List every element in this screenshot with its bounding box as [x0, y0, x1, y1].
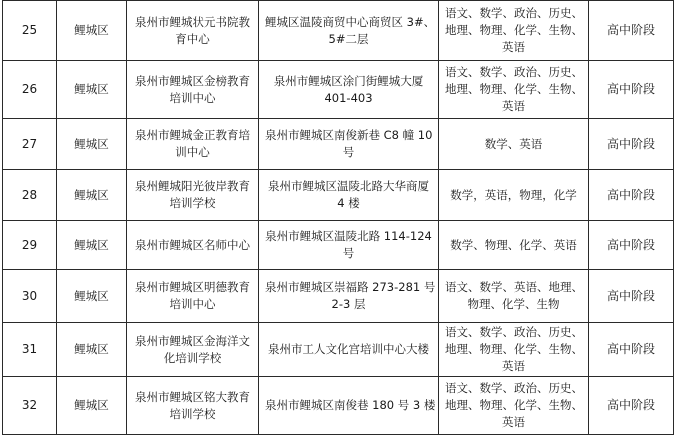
address-cell — [259, 119, 439, 170]
subjects-cell-line: 英语 — [502, 99, 525, 113]
table-row — [3, 270, 674, 323]
institution-name-cell — [127, 61, 259, 119]
institution-name-cell-line: 泉州市鲤城区铭大教育 — [135, 389, 250, 404]
subjects-cell-line: 语文、数学、政治、历史、 — [445, 381, 583, 395]
grade-level-cell: 高中阶段 — [589, 119, 674, 170]
address-cell-line: 泉州市工人文化宫培训中心大楼 — [268, 342, 429, 356]
institution-name-cell-line: 育中心 — [175, 31, 210, 46]
subjects-cell — [439, 61, 589, 119]
address-cell — [259, 270, 439, 323]
address-cell-line: 4 楼 — [337, 196, 360, 210]
subjects-cell — [439, 377, 589, 435]
row-number-cell: 31 — [3, 323, 57, 377]
institution-name-cell-line: 培训中心 — [169, 297, 216, 311]
district-cell: 鲤城区 — [57, 270, 127, 323]
subjects-cell-line: 语文、数学、政治、历史、 — [445, 6, 583, 20]
subjects-cell-line: 数学、英语 — [484, 136, 543, 151]
institution-name-cell-line: 泉州市鲤城金正教育培 — [135, 128, 250, 142]
grade-level-cell: 高中阶段 — [589, 1, 674, 61]
district-cell: 鲤城区 — [57, 221, 127, 270]
institution-name-cell-line: 泉州市鲤城区明德教育 — [135, 280, 250, 294]
district-cell: 鲤城区 — [57, 377, 127, 435]
institution-name-cell — [127, 119, 259, 170]
grade-level-cell: 高中阶段 — [589, 270, 674, 323]
institution-name-cell-line: 泉州市鲤城区金海洋文 — [135, 333, 250, 348]
institution-name-cell — [127, 221, 259, 270]
subjects-cell-line: 地理、物理、化学、生物、 — [445, 342, 583, 356]
address-cell-line: 泉州市鲤城区温陵北路大华商厦 — [268, 179, 429, 193]
subjects-cell-line: 地理、物理、化学、生物、 — [445, 398, 583, 412]
district-cell: 鲤城区 — [57, 119, 127, 170]
address-cell-line: 泉州市鲤城区涂门街鲤城大厦 — [273, 73, 424, 88]
institution-name-cell — [127, 270, 259, 323]
table-row — [3, 61, 674, 119]
address-cell — [259, 377, 439, 435]
address-cell — [259, 323, 439, 377]
subjects-cell-line: 语文、数学、英语、地理、 — [445, 280, 583, 294]
institution-name-cell-line: 泉州市鲤城区名师中心 — [135, 237, 250, 252]
address-cell-line: 401-403 — [324, 90, 373, 105]
subjects-cell-line: 英语 — [502, 415, 525, 429]
address-cell — [259, 221, 439, 270]
district-cell: 鲤城区 — [57, 61, 127, 119]
subjects-cell-line: 物理、化学、生物 — [467, 297, 560, 311]
table-row — [3, 323, 674, 377]
grade-level-cell: 高中阶段 — [589, 61, 674, 119]
address-cell — [259, 170, 439, 221]
address-cell — [259, 1, 439, 61]
district-cell: 鲤城区 — [57, 323, 127, 377]
subjects-cell-line: 地理、物理、化学、生物、 — [445, 82, 583, 96]
address-cell-line: 鲤城区温陵商贸中心商贸区 3#、 — [265, 14, 436, 29]
institution-name-cell — [127, 170, 259, 221]
subjects-cell-line: 语文、数学、政治、历史、 — [445, 325, 583, 339]
address-cell-line: 号 — [342, 246, 355, 260]
row-number-cell: 25 — [3, 1, 57, 61]
address-cell-line: 泉州市鲤城区南俊巷 180 号 3 楼 — [265, 398, 436, 412]
row-number-cell: 32 — [3, 377, 57, 435]
institution-name-cell-line: 培训学校 — [169, 406, 216, 421]
table-body — [3, 1, 674, 435]
subjects-cell-line: 数学，英语，物理，化学 — [450, 187, 577, 202]
address-cell-line: 5#二层 — [328, 31, 369, 46]
row-number-cell: 26 — [3, 61, 57, 119]
institution-table — [2, 0, 674, 435]
grade-level-cell: 高中阶段 — [589, 221, 674, 270]
subjects-cell — [439, 119, 589, 170]
subjects-cell-line: 英语 — [502, 359, 525, 373]
row-number-cell: 29 — [3, 221, 57, 270]
address-cell-line: 泉州市鲤城区南俊新巷 C8 幢 10 — [265, 128, 433, 142]
address-cell-line: 泉州市鲤城区温陵北路 114-124 — [265, 229, 432, 243]
institution-name-cell-line: 泉州市鲤城区金榜教育 — [135, 73, 250, 88]
district-cell: 鲤城区 — [57, 1, 127, 61]
institution-name-cell — [127, 377, 259, 435]
table-row — [3, 1, 674, 61]
subjects-cell — [439, 270, 589, 323]
grade-level-cell: 高中阶段 — [589, 170, 674, 221]
subjects-cell-line: 数学、物理、化学、英语 — [450, 237, 577, 252]
institution-name-cell — [127, 1, 259, 61]
subjects-cell — [439, 170, 589, 221]
subjects-cell-line: 英语 — [502, 40, 525, 54]
institution-name-cell-line: 化培训学校 — [163, 350, 222, 365]
subjects-cell — [439, 221, 589, 270]
address-cell-line: 号 — [342, 145, 355, 159]
subjects-cell — [439, 1, 589, 61]
grade-level-cell: 高中阶段 — [589, 323, 674, 377]
table-row — [3, 170, 674, 221]
address-cell-line: 2-3 层 — [331, 297, 366, 311]
institution-name-cell-line: 泉州市鲤城状元书院教 — [135, 14, 250, 29]
table-row — [3, 119, 674, 170]
institution-name-cell-line: 培训学校 — [169, 196, 216, 210]
subjects-cell — [439, 323, 589, 377]
row-number-cell: 27 — [3, 119, 57, 170]
district-cell: 鲤城区 — [57, 170, 127, 221]
institution-name-cell-line: 培训中心 — [169, 90, 216, 105]
row-number-cell: 28 — [3, 170, 57, 221]
address-cell — [259, 61, 439, 119]
subjects-cell-line: 地理、物理、化学、生物、 — [445, 23, 583, 37]
table-row — [3, 377, 674, 435]
institution-name-cell — [127, 323, 259, 377]
row-number-cell: 30 — [3, 270, 57, 323]
subjects-cell-line: 语文、数学、政治、历史、 — [445, 65, 583, 79]
grade-level-cell: 高中阶段 — [589, 377, 674, 435]
address-cell-line: 泉州市鲤城区崇福路 273-281 号 — [265, 280, 436, 294]
institution-name-cell-line: 训中心 — [175, 145, 210, 159]
institution-name-cell-line: 泉州鲤城阳光彼岸教育 — [135, 179, 250, 193]
table-row — [3, 221, 674, 270]
